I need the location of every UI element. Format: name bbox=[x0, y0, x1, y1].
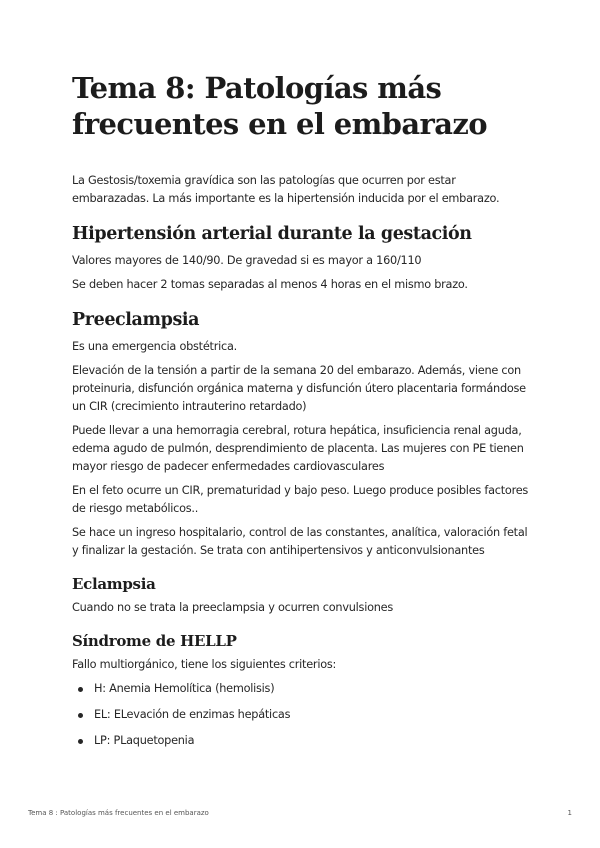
paragraph: Puede llevar a una hemorragia cerebral, rotura hepática, insuficiencia renal aguda, edema agudo de pulmón, desprendimiento de placenta. Las mujeres con PE tienen mayor riesgo de padecer enfermedades cardiovasculares bbox=[72, 424, 524, 473]
list-item bbox=[72, 732, 532, 750]
paragraph: Elevación de la tensión a partir de la semana 20 del embarazo. Además, viene con proteinuria, disfunción orgánica materna y disfunción útero placentaria formándose un CIR (crecimiento intrauterino retardado) bbox=[72, 364, 526, 413]
list-item bbox=[72, 706, 532, 724]
bullet-icon bbox=[78, 739, 83, 744]
page-number: 1 bbox=[567, 809, 572, 817]
paragraph: Cuando no se trata la preeclampsia y ocurren convulsiones bbox=[72, 601, 393, 614]
paragraph: Se deben hacer 2 tomas separadas al menos 4 horas en el mismo brazo. bbox=[72, 278, 468, 291]
footer-title: Tema 8 : Patologías más frecuentes en el embarazo bbox=[28, 809, 209, 817]
paragraph: Se hace un ingreso hospitalario, control de las constantes, analítica, valoración fetal y finalizar la gestación. Se trata con antihipertensivos y anticonvulsionantes bbox=[72, 526, 528, 557]
page-title: Tema 8: Patologías más frecuentes en el embarazo bbox=[72, 71, 488, 141]
paragraph: Es una emergencia obstétrica. bbox=[72, 340, 237, 353]
paragraph: En el feto ocurre un CIR, prematuridad y bajo peso. Luego produce posibles factores de riesgo metabólicos.. bbox=[72, 484, 529, 515]
section-heading-preeclampsia: Preeclampsia bbox=[72, 310, 200, 330]
bullet-icon bbox=[78, 687, 83, 692]
list-item-text: H: Anemia Hemolítica (hemolisis) bbox=[94, 682, 275, 695]
document-page bbox=[72, 70, 532, 758]
paragraph: Valores mayores de 140/90. De gravedad si es mayor a 160/110 bbox=[72, 254, 422, 267]
paragraph: Fallo multiorgánico, tiene los siguientes criterios: bbox=[72, 658, 337, 671]
subsection-heading-eclampsia: Eclampsia bbox=[72, 575, 156, 593]
list-item bbox=[72, 680, 532, 698]
section-heading-hipertension: Hipertensión arterial durante la gestación bbox=[72, 224, 472, 244]
list-item-text: EL: ELevación de enzimas hepáticas bbox=[94, 708, 291, 721]
intro-paragraph: La Gestosis/toxemia gravídica son las patologías que ocurren por estar embarazadas. La más importante es la hipertensión inducida por el embarazo. bbox=[72, 174, 500, 205]
list-item-text: LP: PLaquetopenia bbox=[94, 734, 195, 747]
hellp-criteria-list bbox=[72, 680, 532, 750]
bullet-icon bbox=[78, 713, 83, 718]
subsection-heading-hellp: Síndrome de HELLP bbox=[72, 632, 237, 650]
